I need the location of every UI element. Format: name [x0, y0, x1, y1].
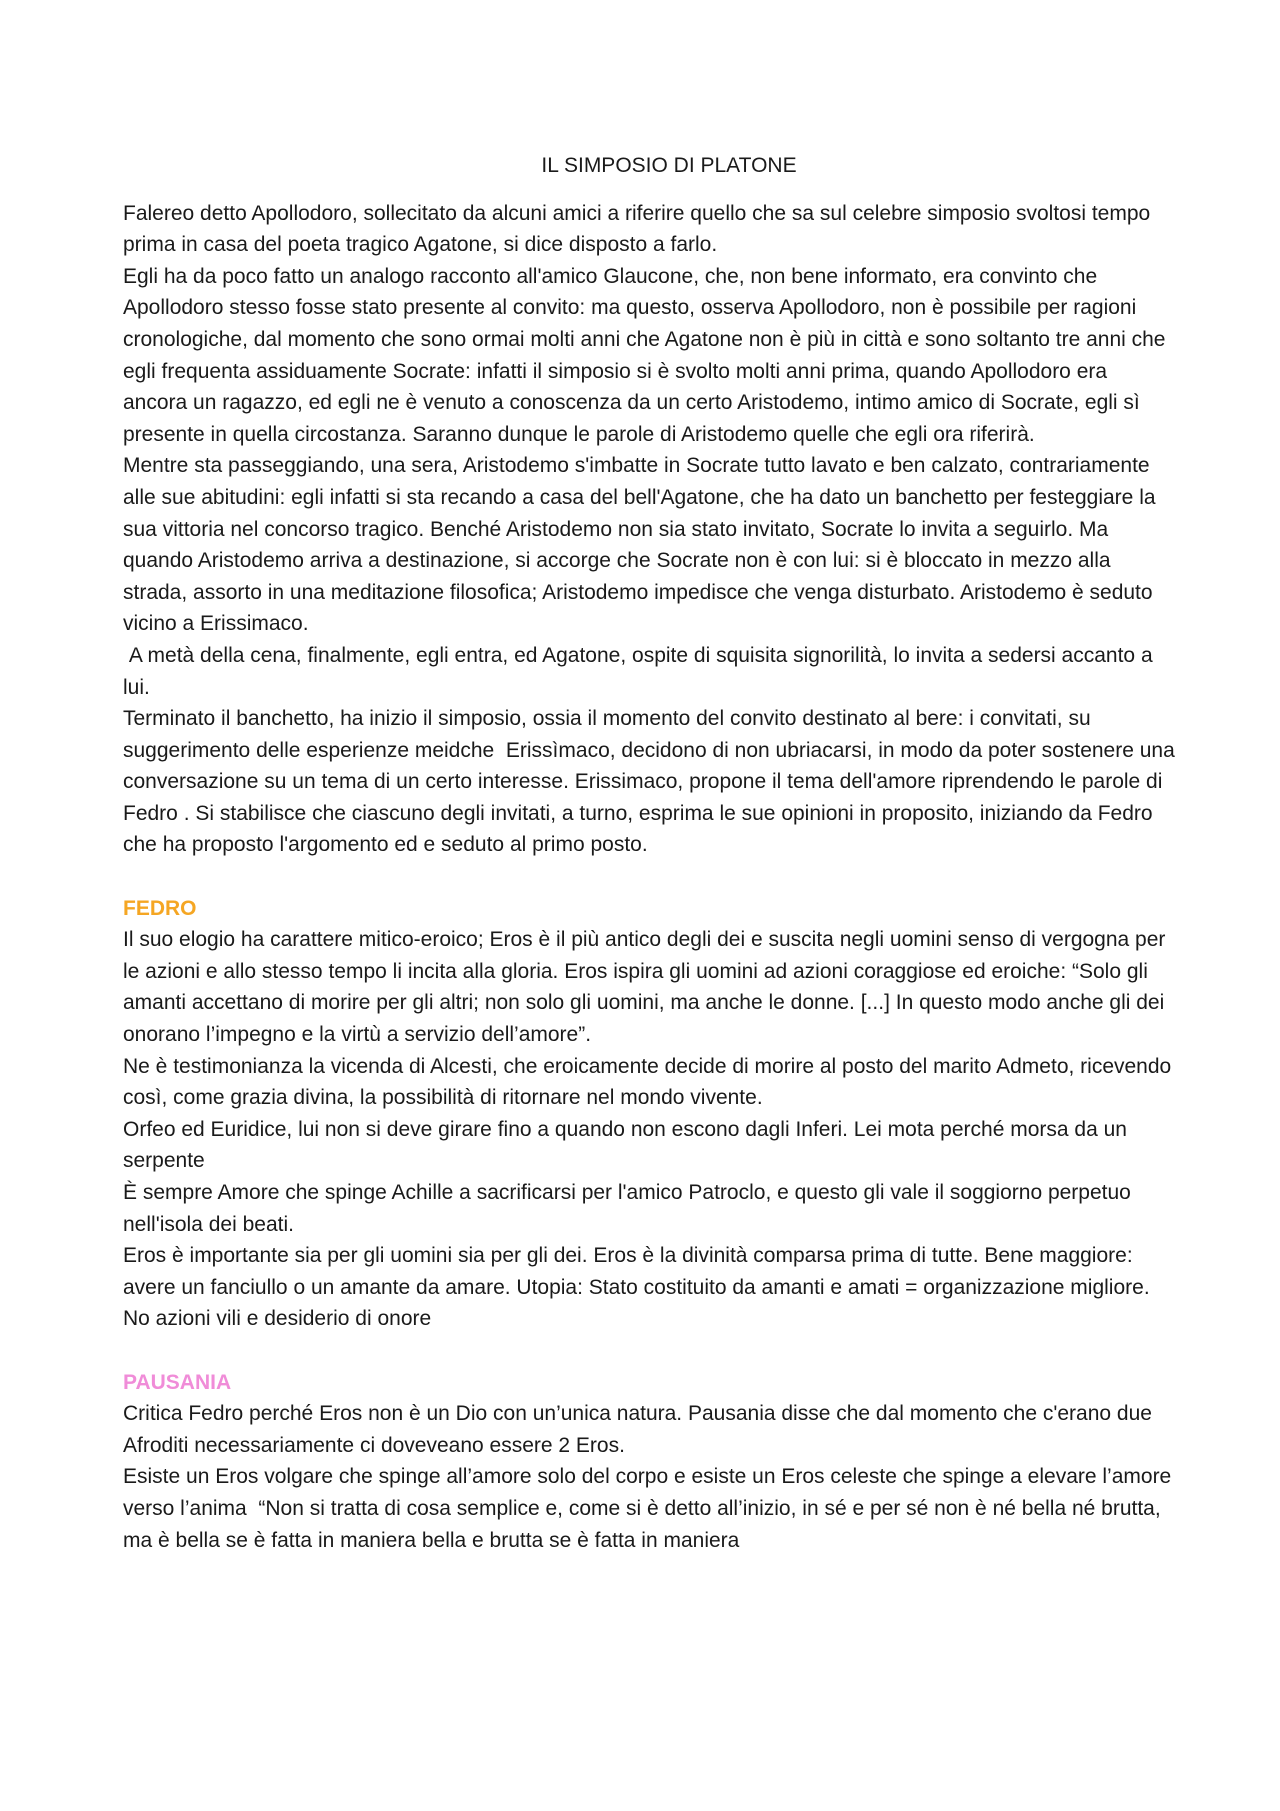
fedro-paragraph-1: Il suo elogio ha carattere mitico-eroico; Eros è il più antico degli dei e suscita negli uomini senso di vergogna per le azioni e allo stesso tempo li incita alla gloria. Eros ispira gli uomini ad azioni coraggiose ed eroiche: “Solo gli amanti accettano di morire per gli altri; non solo gli uomini, ma anche le donne. [...] In questo modo anche gli dei onorano l’impegno e la virtù a servizio dell’amore”.: [123, 928, 1172, 1047]
pausania-paragraph-2: Esiste un Eros volgare che spinge all’amore solo del corpo e esiste un Eros celeste che spinge a elevare l’amore verso l’anima “Non si tratta di cosa semplice e, come si è detto all’inizio, in sé e per sé non è né bella né brutta, ma è bella se è fatta in maniera bella e brutta se è fatta in maniera: [123, 1465, 1178, 1552]
fedro-paragraph-5: Eros è importante sia per gli uomini sia per gli dei. Eros è la divinità comparsa prima di tutte. Bene maggiore: avere un fanciullo o un amante da amare. Utopia: Stato costituito da amanti e amati = organizzazione migliore. No azioni vili e desiderio di onore: [123, 1244, 1156, 1331]
section-spacer: [123, 1335, 1175, 1367]
intro-paragraph-4: A metà della cena, finalmente, egli entra, ed Agatone, ospite di squisita signorilità, lo invita a sedersi accanto a lui.: [123, 643, 1159, 699]
pausania-paragraph-1: Critica Fedro perché Eros non è un Dio con un’unica natura. Pausania disse che dal momento che c'erano due Afroditi necessariamente ci doveveano essere 2 Eros.: [123, 1402, 1157, 1457]
intro-paragraph-5: Terminato il banchetto, ha inizio il simposio, ossia il momento del convito destinato al bere: i convitati, su suggerimento delle esperienze meidche Erissìmaco, decidono di non ubriacarsi, in modo da poter sostenere una conversazione su un tema di un certo interesse. Erissimaco, propone il tema dell'amore riprendendo le parole di Fedro . Si stabilisce che ciascuno degli invitati, a turno, esprima le sue opinioni in proposito, iniziando da Fedro che ha proposto l'argomento ed e seduto al primo posto.: [123, 707, 1181, 857]
intro-paragraph-3: Mentre sta passeggiando, una sera, Aristodemo s'imbatte in Socrate tutto lavato e ben calzato, contrariamente alle sue abitudini: egli infatti si sta recando a casa del bell'Agatone, che ha dato un banchetto per festeggiare la sua vittoria nel concorso tragico. Benché Aristodemo non sia stato invitato, Socrate lo invita a seguirlo. Ma quando Aristodemo arriva a destinazione, si accorge che Socrate non è con lui: si è bloccato in mezzo alla strada, assorto in una meditazione filosofica; Aristodemo impedisce che venga disturbato. Aristodemo è seduto vicino a Erissimaco.: [123, 454, 1162, 636]
pausania-heading: PAUSANIA: [123, 1370, 232, 1394]
document-title: IL SIMPOSIO DI PLATONE: [541, 154, 797, 177]
fedro-heading: FEDRO: [123, 896, 197, 920]
document-page: [123, 150, 1181, 1556]
fedro-paragraph-4: È sempre Amore che spinge Achille a sacrificarsi per l'amico Patroclo, e questo gli vale il soggiorno perpetuo nell'isola dei beati.: [123, 1181, 1137, 1236]
section-spacer: [123, 861, 1175, 893]
fedro-paragraph-3: Orfeo ed Euridice, lui non si deve girare fino a quando non escono dagli Inferi. Lei mota perché morsa da un serpente: [123, 1117, 1133, 1173]
intro-paragraph-1: Falereo detto Apollodoro, sollecitato da alcuni amici a riferire quello che sa sul celebre simposio svoltosi tempo prima in casa del poeta tragico Agatone, si dice disposto a farlo.: [123, 201, 1157, 257]
fedro-paragraph-2: Ne è testimonianza la vicenda di Alcesti, che eroicamente decide di morire al posto del marito Admeto, ricevendo così, come grazia divina, la possibilità di ritornare nel mondo vivente.: [123, 1054, 1178, 1110]
intro-paragraph-2: Egli ha da poco fatto un analogo racconto all'amico Glaucone, che, non bene informato, era convinto che Apollodoro stesso fosse stato presente al convito: ma questo, osserva Apollodoro, non è possibile per ragioni cronologiche, dal momento che sono ormai molti anni che Agatone non è più in città e sono soltanto tre anni che egli frequenta assiduamente Socrate: infatti il simposio si è svolto molti anni prima, quando Apollodoro era ancora un ragazzo, ed egli ne è venuto a conoscenza da un certo Aristodemo, intimo amico di Socrate, egli sì presente in quella circostanza. Saranno dunque le parole di Aristodemo quelle che egli ora riferirà.: [123, 264, 1172, 446]
